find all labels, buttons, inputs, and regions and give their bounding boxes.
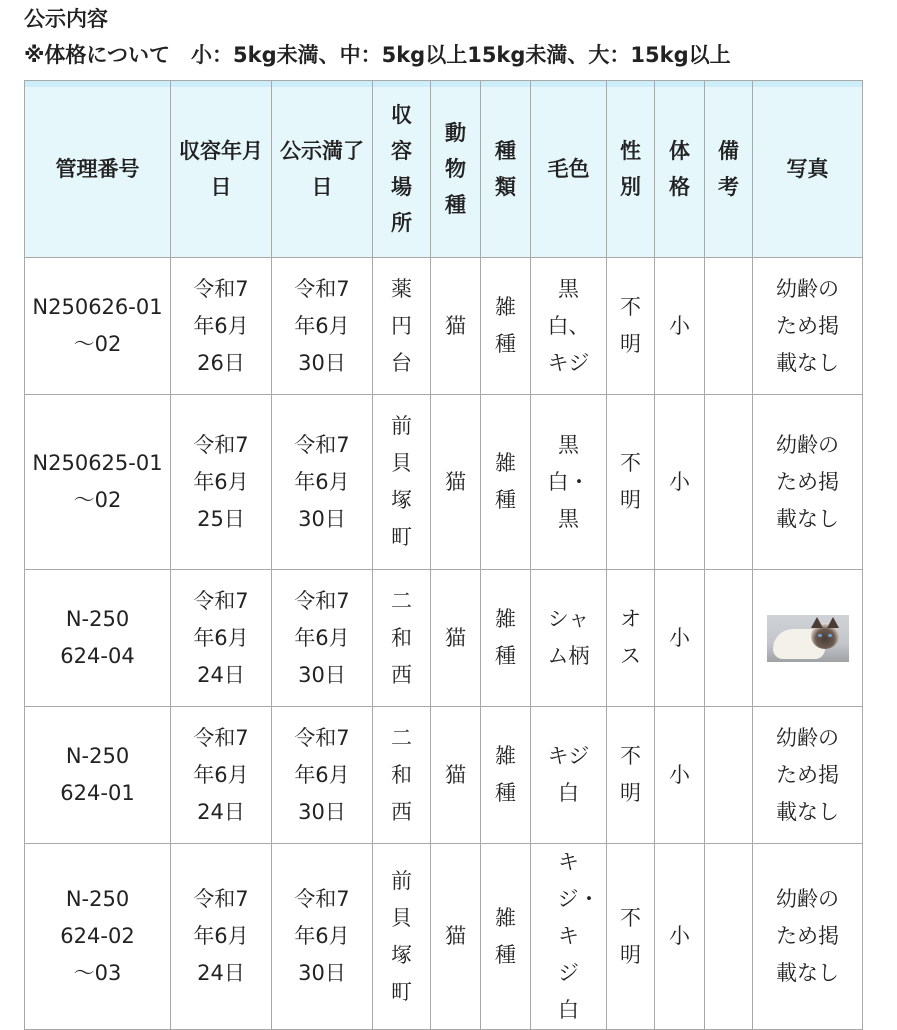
cell-breed: 雑種 xyxy=(481,844,531,1030)
size-note: ※体格について 小：5kg未満、中：5kg以上15kg未満、大：15kg以上 xyxy=(24,43,731,67)
cell-color: シャム柄 xyxy=(531,570,607,707)
cell-location: 前貝塚町 xyxy=(373,395,431,570)
cell-animal: 猫 xyxy=(431,707,481,844)
header-size: 体格 xyxy=(655,81,705,258)
cat-ear xyxy=(811,617,823,628)
cell-color: キジ白 xyxy=(531,707,607,844)
cell-size: 小 xyxy=(655,570,705,707)
cell-sex: 不明 xyxy=(607,844,655,1030)
cell-color: 黒白・黒 xyxy=(531,395,607,570)
cell-received: 令和7年6月24日 xyxy=(171,707,272,844)
cell-id: N-250624-01 xyxy=(25,707,171,844)
cell-sex: 不明 xyxy=(607,258,655,395)
table-header-row xyxy=(25,81,863,258)
cell-color: キジ・キジ白 xyxy=(531,844,607,1030)
cell-sex: 不明 xyxy=(607,395,655,570)
cell-breed: 雑種 xyxy=(481,570,531,707)
cell-received: 令和7年6月25日 xyxy=(171,395,272,570)
cell-sex: 不明 xyxy=(607,707,655,844)
cell-remarks xyxy=(705,844,753,1030)
cell-animal: 猫 xyxy=(431,570,481,707)
animal-table xyxy=(24,80,863,1030)
header-received: 収容年月日 xyxy=(171,81,272,258)
cell-id: N250625-01～02 xyxy=(25,395,171,570)
header-id: 管理番号 xyxy=(25,81,171,258)
header-expires: 公示満了日 xyxy=(272,81,373,258)
cell-breed: 雑種 xyxy=(481,707,531,844)
cell-animal: 猫 xyxy=(431,258,481,395)
table-row xyxy=(25,395,863,570)
cell-size: 小 xyxy=(655,844,705,1030)
cell-size: 小 xyxy=(655,258,705,395)
cell-photo: 幼齢のため掲載なし xyxy=(753,258,863,395)
section-heading: 公示内容 xyxy=(24,7,108,31)
cell-photo: 幼齢のため掲載なし xyxy=(753,707,863,844)
cell-photo: 幼齢のため掲載なし xyxy=(753,395,863,570)
cell-location: 前貝塚町 xyxy=(373,844,431,1030)
cell-id: N-250624-02～03 xyxy=(25,844,171,1030)
cell-remarks xyxy=(705,707,753,844)
cell-size: 小 xyxy=(655,395,705,570)
cell-location: 二和西 xyxy=(373,707,431,844)
table-row xyxy=(25,707,863,844)
header-location: 収容場所 xyxy=(373,81,431,258)
cell-animal: 猫 xyxy=(431,395,481,570)
cat-ear xyxy=(827,617,839,628)
cell-size: 小 xyxy=(655,707,705,844)
siamese-cat-photo[interactable] xyxy=(767,615,849,662)
cell-location: 薬円台 xyxy=(373,258,431,395)
table-row xyxy=(25,844,863,1030)
table-row xyxy=(25,570,863,707)
header-color: 毛色 xyxy=(531,81,607,258)
cell-received: 令和7年6月24日 xyxy=(171,570,272,707)
cell-id: N-250624-04 xyxy=(25,570,171,707)
cell-photo[interactable] xyxy=(753,570,863,707)
cell-remarks xyxy=(705,395,753,570)
cell-expires: 令和7年6月30日 xyxy=(272,258,373,395)
cell-breed: 雑種 xyxy=(481,395,531,570)
cell-id: N250626-01～02 xyxy=(25,258,171,395)
header-breed: 種類 xyxy=(481,81,531,258)
cell-received: 令和7年6月26日 xyxy=(171,258,272,395)
cell-expires: 令和7年6月30日 xyxy=(272,570,373,707)
cell-received: 令和7年6月24日 xyxy=(171,844,272,1030)
cell-remarks xyxy=(705,570,753,707)
header-animal: 動物種 xyxy=(431,81,481,258)
cell-expires: 令和7年6月30日 xyxy=(272,707,373,844)
cell-sex: オス xyxy=(607,570,655,707)
table-row xyxy=(25,258,863,395)
cell-animal: 猫 xyxy=(431,844,481,1030)
cell-remarks xyxy=(705,258,753,395)
header-remarks: 備考 xyxy=(705,81,753,258)
header-photo: 写真 xyxy=(753,81,863,258)
cell-expires: 令和7年6月30日 xyxy=(272,844,373,1030)
header-sex: 性別 xyxy=(607,81,655,258)
cat-eye xyxy=(828,634,832,637)
cell-photo: 幼齢のため掲載なし xyxy=(753,844,863,1030)
cell-breed: 雑種 xyxy=(481,258,531,395)
cell-color: 黒白、キジ xyxy=(531,258,607,395)
cat-eye xyxy=(818,634,822,637)
cell-location: 二和西 xyxy=(373,570,431,707)
cell-expires: 令和7年6月30日 xyxy=(272,395,373,570)
